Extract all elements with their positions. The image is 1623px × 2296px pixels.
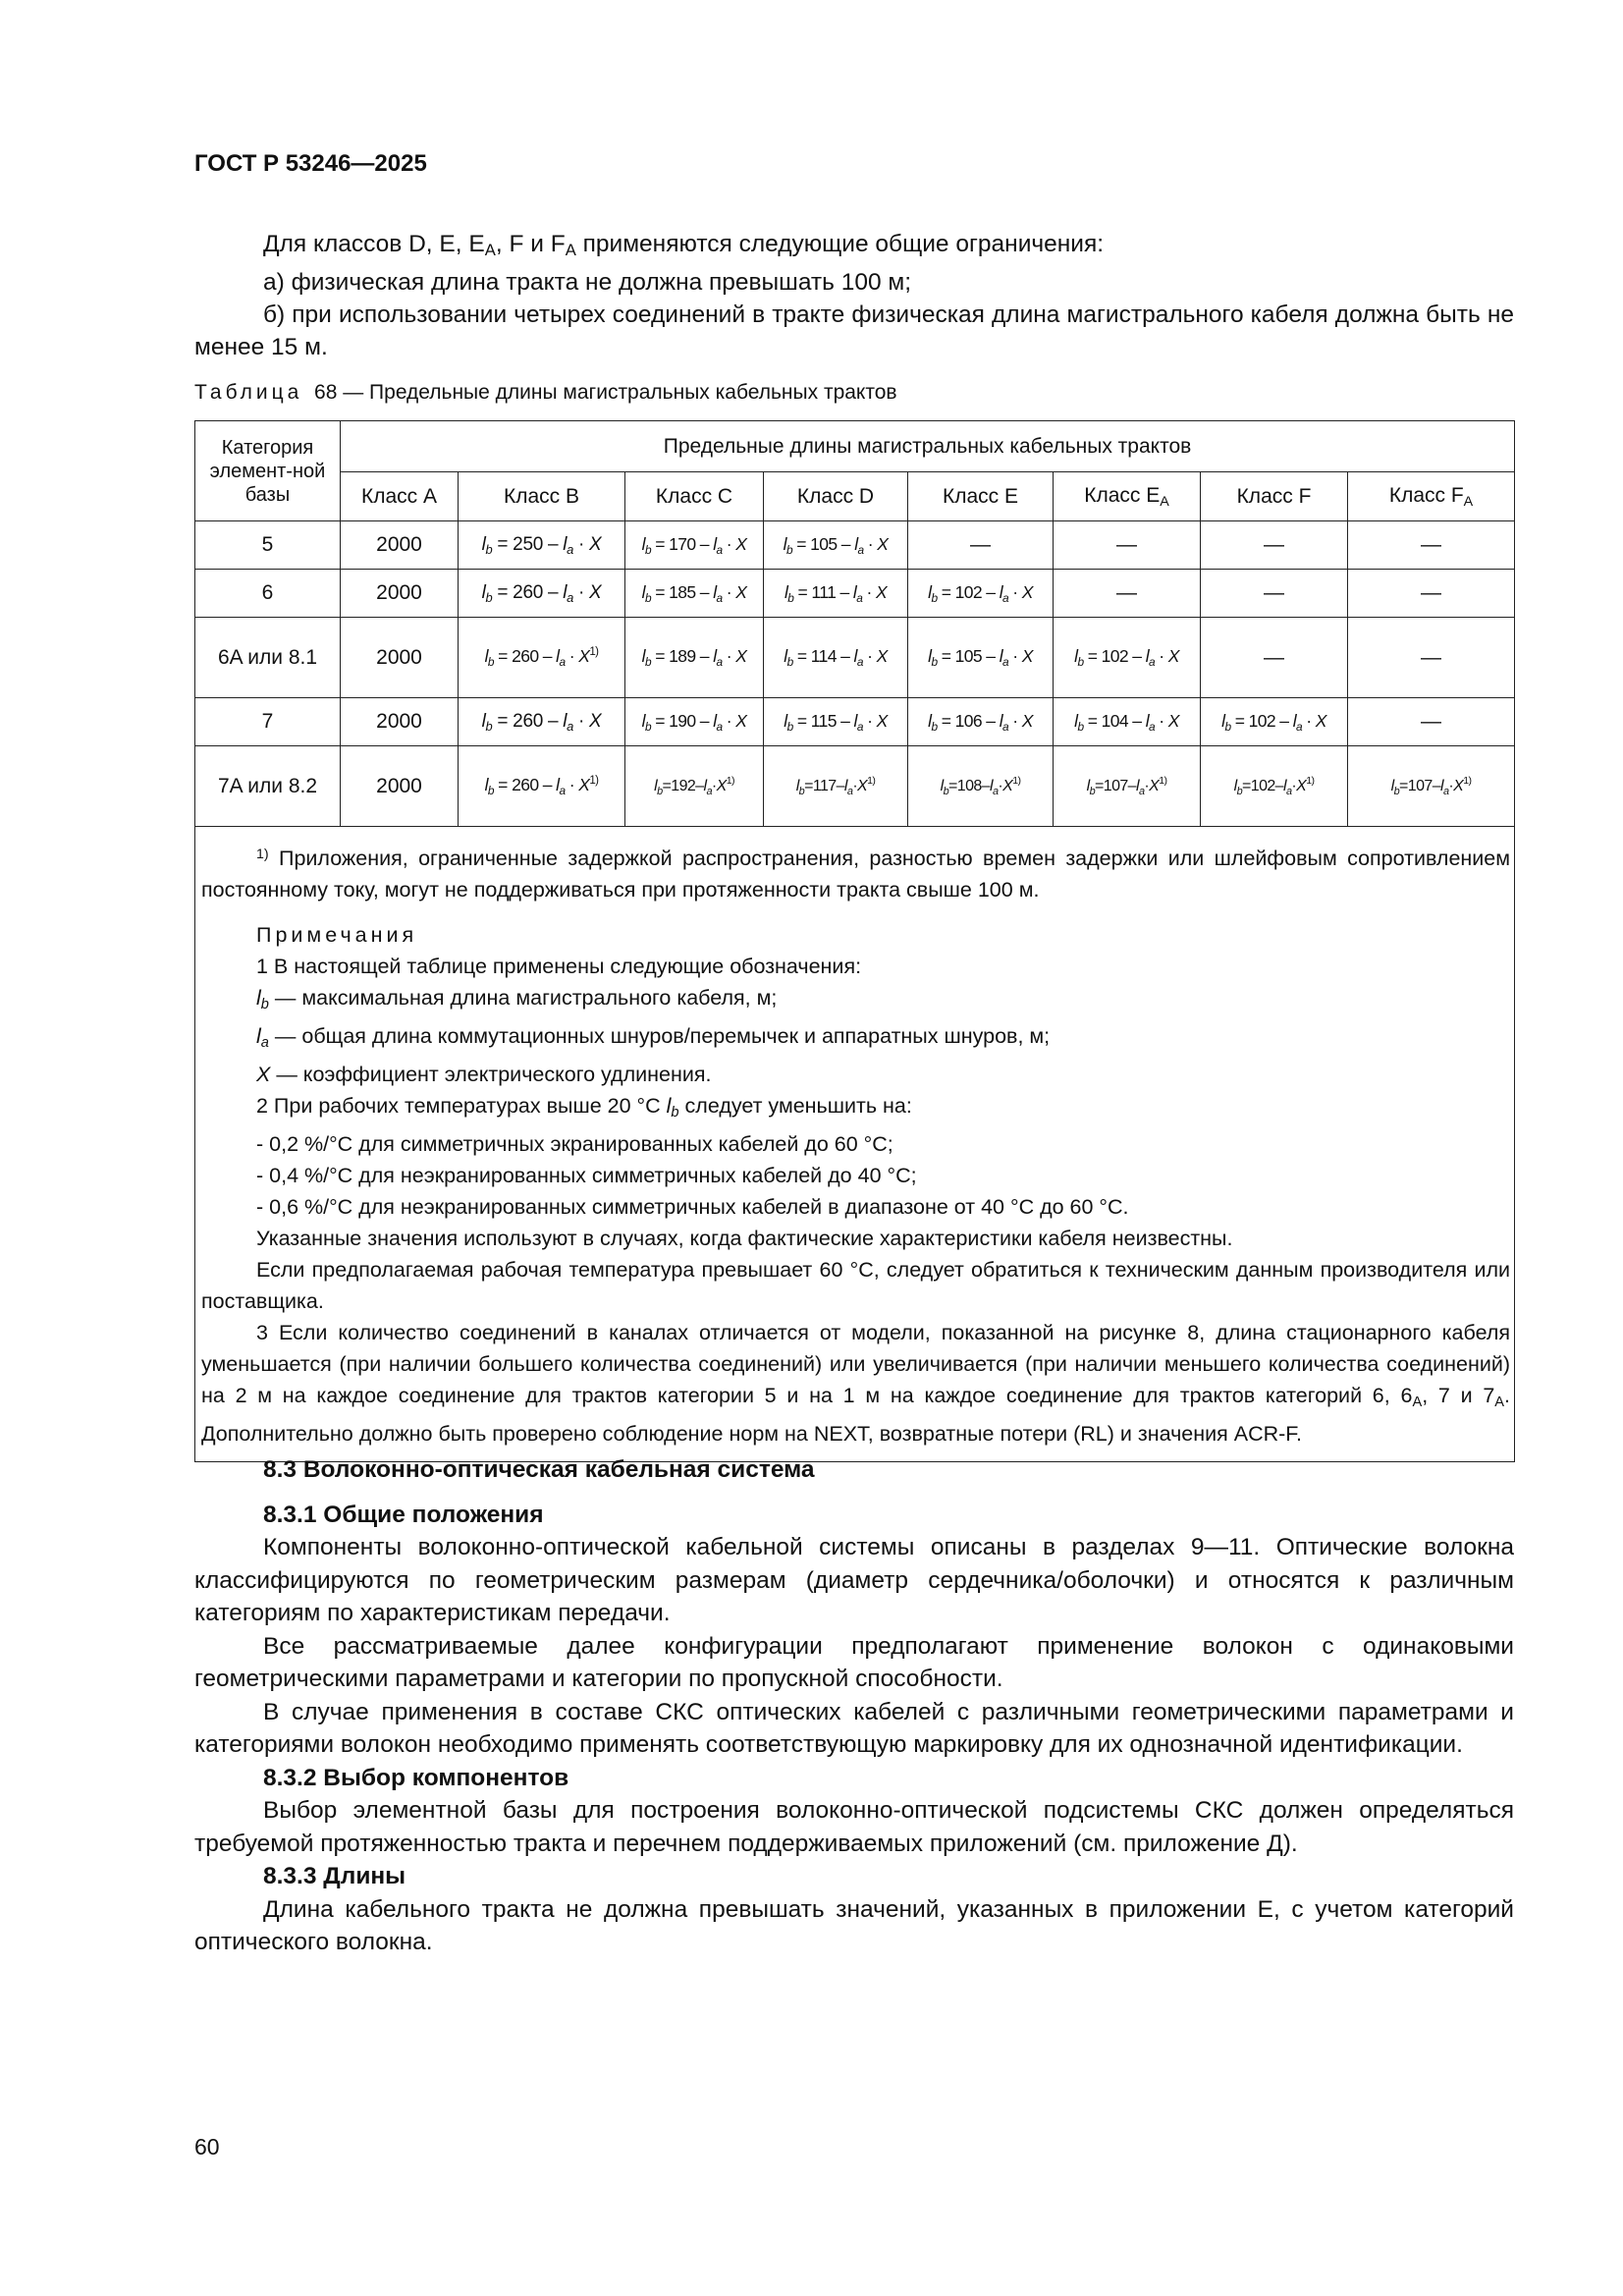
limits-table bbox=[194, 420, 1515, 1462]
cell-class-d: $l_b = 114 - l_a \cdot X$ bbox=[764, 618, 908, 698]
section-8-3-title: 8.3 Волоконно-оптическая кабельная система bbox=[263, 1456, 815, 1483]
cell-class-f: — bbox=[1201, 570, 1348, 618]
cell-class-ea: $l_b=107-l_a\cdot X^{1)}$ bbox=[1054, 746, 1201, 827]
header-class-d: Класс D bbox=[764, 472, 908, 521]
section-8-3-1-title: 8.3.1 Общие положения bbox=[263, 1501, 544, 1528]
cell-category: 7 bbox=[195, 698, 341, 746]
note-2: 2 При рабочих температурах выше 20 °С $l_b$ следует уменьшить на: bbox=[256, 1094, 912, 1121]
cell-class-d: $l_b = 105 - l_a \cdot X$ bbox=[764, 521, 908, 570]
cell-class-ea: $l_b = 104 - l_a \cdot X$ bbox=[1054, 698, 1201, 746]
cell-category: 5 bbox=[195, 521, 341, 570]
cell-class-fa: — bbox=[1348, 698, 1515, 746]
header-class-f: Класс F bbox=[1201, 472, 1348, 521]
paragraph: Длина кабельного тракта не должна превышать значений, указанных в приложении Е, с учетом категорий оптического волокна. bbox=[194, 1895, 1514, 1955]
section-8-3 bbox=[194, 1453, 1514, 1959]
cell-class-d: $l_b=117-l_a\cdot X^{1)}$ bbox=[764, 746, 908, 827]
cell-class-fa: — bbox=[1348, 618, 1515, 698]
cell-class-a: 2000 bbox=[341, 618, 459, 698]
cell-class-a: 2000 bbox=[341, 570, 459, 618]
paragraph: Все рассматриваемые далее конфигурации предполагают применение волокон с одинаковыми геометрическими параметрами и категории по пропускной способности. bbox=[194, 1632, 1514, 1692]
header-class-ea: Класс $E_A$ bbox=[1054, 472, 1201, 521]
cell-class-b: $l_b = 260 - l_a \cdot X$ bbox=[459, 698, 625, 746]
cell-class-e: $l_b = 106 - l_a \cdot X$ bbox=[908, 698, 1054, 746]
table-row bbox=[195, 618, 1515, 698]
definition-lb: $l_b$ — максимальная длина магистрального кабеля, м; bbox=[256, 986, 778, 1012]
cell-class-c: $l_b = 190 - l_a \cdot X$ bbox=[625, 698, 764, 746]
cell-class-e: $l_b = 105 - l_a \cdot X$ bbox=[908, 618, 1054, 698]
paragraph: Выбор элементной базы для построения волоконно-оптической подсистемы СКС должен определяться требуемой протяженностью тракта и перечнем поддерживаемых приложений (см. приложение Д). bbox=[194, 1797, 1514, 1857]
cell-class-f: — bbox=[1201, 521, 1348, 570]
header-class-c: Класс C bbox=[625, 472, 764, 521]
definition-x: X — коэффициент электрического удлинения. bbox=[256, 1063, 712, 1086]
cell-class-ea: — bbox=[1054, 570, 1201, 618]
note-1: 1 В настоящей таблице применены следующие обозначения: bbox=[256, 955, 862, 978]
intro-paragraph: Для классов D, E, $E_A$, F и $F_A$ применяются следующие общие ограничения: bbox=[263, 231, 1105, 259]
header-category: Категория элемент-ной базы bbox=[195, 421, 341, 521]
table-caption: Таблица 68 — Предельные длины магистральных кабельных трактов bbox=[194, 381, 897, 404]
table-notes-row bbox=[195, 827, 1515, 1462]
note-2-paragraph: Указанные значения используют в случаях, когда фактические характеристики кабеля неизвестны. bbox=[256, 1227, 1233, 1250]
cell-category: 6 bbox=[195, 570, 341, 618]
section-8-3-3-title: 8.3.3 Длины bbox=[263, 1863, 406, 1889]
table-footnote: $^{1)}$ Приложения, ограниченные задержкой распространения, разностью времен задержки или шлейфовым сопротивлением постоянному току, могут не поддерживаться при протяженности тракта свыше 100 м. bbox=[201, 847, 1511, 902]
intro-block bbox=[194, 228, 1514, 363]
header-class-fa: Класс $F_A$ bbox=[1348, 472, 1515, 521]
cell-class-d: $l_b = 111 - l_a \cdot X$ bbox=[764, 570, 908, 618]
document-code: ГОСТ Р 53246—2025 bbox=[194, 150, 427, 177]
note-2-item: - 0,6 %/°С для неэкранированных симметричных кабелей в диапазоне от 40 °С до 60 °С. bbox=[256, 1195, 1129, 1219]
cell-class-c: $l_b = 185 - l_a \cdot X$ bbox=[625, 570, 764, 618]
cell-class-f: — bbox=[1201, 618, 1348, 698]
cell-class-e: $l_b=108-l_a\cdot X^{1)}$ bbox=[908, 746, 1054, 827]
definition-la: $l_a$ — общая длина коммутационных шнуров/перемычек и аппаратных шнуров, м; bbox=[256, 1024, 1051, 1051]
table-row bbox=[195, 570, 1515, 618]
cell-class-a: 2000 bbox=[341, 746, 459, 827]
cell-class-fa: $l_b=107-l_a\cdot X^{1)}$ bbox=[1348, 746, 1515, 827]
table-row bbox=[195, 698, 1515, 746]
cell-class-ea: — bbox=[1054, 521, 1201, 570]
intro-item-b: б) при использовании четырех соединений в тракте физическая длина магистрального кабеля должна быть не менее 15 м. bbox=[194, 301, 1514, 360]
cell-class-b: $l_b = 260 - l_a \cdot X$ bbox=[459, 570, 625, 618]
note-3: 3 Если количество соединений в каналах отличается от модели, показанной на рисунке 8, длина стационарного кабеля уменьшается (при наличии большего количества соединений) или увеличивается (при наличии меньшего количества соединений) на 2 м на каждое соединение для трактов категории 5 и на 1 м на каждое соединение для трактов категорий 6, $6_A$, 7 и $7_A$. Дополнительно должно быть проверено соблюдение норм на NEXT, возвратные потери (RL) и значения ACR-F. bbox=[201, 1321, 1511, 1446]
cell-category: 6A или 8.1 bbox=[195, 618, 341, 698]
cell-class-a: 2000 bbox=[341, 521, 459, 570]
cell-category: 7A или 8.2 bbox=[195, 746, 341, 827]
header-class-a: Класс A bbox=[341, 472, 459, 521]
cell-class-f: $l_b = 102 - l_a \cdot X$ bbox=[1201, 698, 1348, 746]
cell-class-b: $l_b = 260 - l_a \cdot X^{1)}$ bbox=[459, 746, 625, 827]
cell-class-c: $l_b = 189 - l_a \cdot X$ bbox=[625, 618, 764, 698]
table-notes bbox=[195, 827, 1515, 1462]
cell-class-ea: $l_b = 102 - l_a \cdot X$ bbox=[1054, 618, 1201, 698]
cell-class-fa: — bbox=[1348, 521, 1515, 570]
cell-class-e: — bbox=[908, 521, 1054, 570]
paragraph: В случае применения в составе СКС оптических кабелей с различными геометрическими параметрами и категориями волокон необходимо применять соответствующую маркировку для их однозначной идентификации. bbox=[194, 1698, 1514, 1758]
cell-class-c: $l_b=192-l_a\cdot X^{1)}$ bbox=[625, 746, 764, 827]
cell-class-e: $l_b = 102 - l_a \cdot X$ bbox=[908, 570, 1054, 618]
note-2-item: - 0,2 %/°С для симметричных экранированных кабелей до 60 °С; bbox=[256, 1132, 893, 1156]
note-2-paragraph: Если предполагаемая рабочая температура превышает 60 °С, следует обратиться к техническим данным производителя или поставщика. bbox=[201, 1258, 1511, 1313]
header-group: Предельные длины магистральных кабельных трактов bbox=[341, 421, 1515, 472]
cell-class-a: 2000 bbox=[341, 698, 459, 746]
note-2-item: - 0,4 %/°С для неэкранированных симметричных кабелей до 40 °С; bbox=[256, 1164, 917, 1187]
cell-class-b: $l_b = 260 - l_a \cdot X^{1)}$ bbox=[459, 618, 625, 698]
limits-table-container bbox=[194, 420, 1514, 1462]
notes-title: Примечания bbox=[256, 923, 418, 947]
cell-class-fa: — bbox=[1348, 570, 1515, 618]
cell-class-b: $l_b = 250 - l_a \cdot X$ bbox=[459, 521, 625, 570]
page-number: 60 bbox=[194, 2134, 220, 2159]
table-row bbox=[195, 521, 1515, 570]
table-row bbox=[195, 746, 1515, 827]
section-8-3-2-title: 8.3.2 Выбор компонентов bbox=[263, 1764, 569, 1791]
cell-class-c: $l_b = 170 - l_a \cdot X$ bbox=[625, 521, 764, 570]
intro-item-a: а) физическая длина тракта не должна превышать 100 м; bbox=[263, 269, 912, 296]
paragraph: Компоненты волоконно-оптической кабельной системы описаны в разделах 9—11. Оптические волокна классифицируются по геометрическим размерам (диаметр сердечника/оболочки) и относятся к различным категориям по характеристикам передачи. bbox=[194, 1534, 1514, 1626]
cell-class-d: $l_b = 115 - l_a \cdot X$ bbox=[764, 698, 908, 746]
header-class-b: Класс B bbox=[459, 472, 625, 521]
cell-class-f: $l_b=102-l_a\cdot X^{1)}$ bbox=[1201, 746, 1348, 827]
header-class-e: Класс E bbox=[908, 472, 1054, 521]
